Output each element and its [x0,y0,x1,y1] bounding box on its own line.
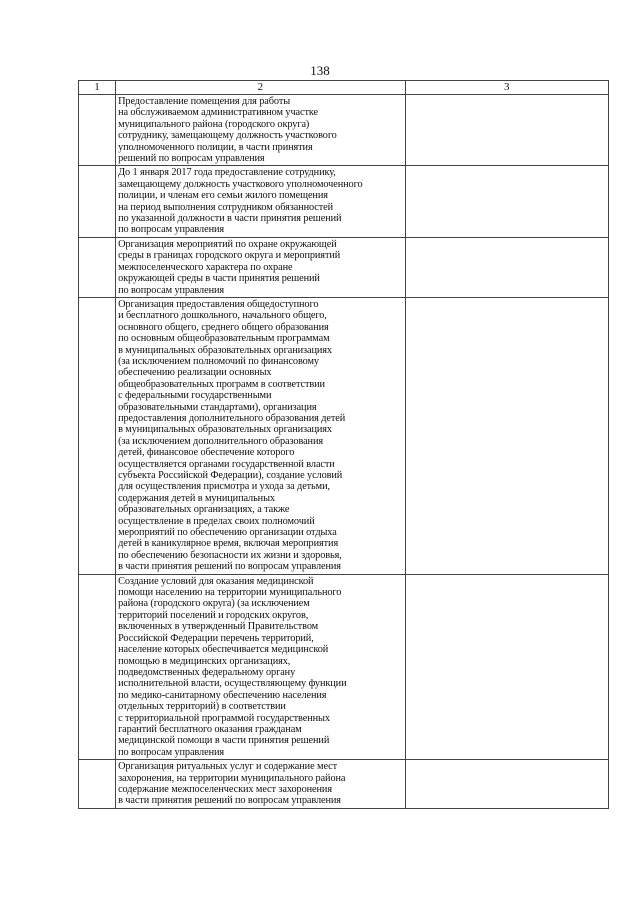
row-text: Организация предоставления общедоступного и бесплатного дошкольного, начального общего, основного общего, среднего общего образования по основным общеобразовательным программам в муниципальных образовательных организациях (за исключением полномочий по финансовому обеспечению реализации основных общеобразовательных программ в соответствии с федеральными государственными образовательными стандартами), организация предоставления дополнительного образования детей в муниципальных образовательных организациях (за исключением дополнительного образования детей, финансовое обеспечение которого осуществляется органами государственной власти субъекта Российской Федерации), создание условий для осуществления присмотра и ухода за детьми, содержания детей в муниципальных образовательных организациях, а также осуществление в пределах своих полномочий мероприятий по обеспечению организации отдыха детей в каникулярное время, включая мероприятия по обеспечению безопасности их жизни и здоровья, в части принятия решений по вопросам управления [118,298,346,573]
table-cell-col2 [116,297,406,574]
table-cell-col3 [405,574,608,760]
table-cell-col3 [405,95,608,166]
table-row [79,760,609,809]
table-cell-col2 [116,237,406,297]
row-text: Организация мероприятий по охране окружающей среды в границах городского округа и мероприятий межпоселенческого характера по охране окружающей среды в части принятия решений по вопросам управления [118,238,341,296]
table-cell-col2 [116,166,406,237]
table-cell-col2 [116,760,406,809]
table-cell-col3 [405,237,608,297]
table-row [79,574,609,760]
row-text: Организация ритуальных услуг и содержание мест захоронения, на территории муниципального района содержание межпоселенческих мест захоронения в части принятия решений по вопросам управления [118,761,346,807]
table-cell-col3 [405,166,608,237]
table-cell-col1 [79,297,116,574]
row-text: Предоставление помещения для работы на обслуживаемом административном участке муниципального района (городского округа) сотруднику, замещающему должность участкового уполномоченного полиции, в части принятия решений по вопросам управления [118,96,337,165]
column-header-1: 1 [79,81,116,95]
table-row [79,95,609,166]
table-row [79,237,609,297]
column-header-2: 2 [116,81,406,95]
table-cell-col2 [116,574,406,760]
column-header-3: 3 [405,81,608,95]
table-cell-col1 [79,237,116,297]
table-cell-col1 [79,95,116,166]
table-cell-col1 [79,760,116,809]
table-cell-col3 [405,297,608,574]
row-text: До 1 января 2017 года предоставление сотруднику, замещающему должность участкового уполномоченного полиции, и членам его семьи жилого помещения на период выполнения сотрудником обязанностей по указанной должности в части принятия решений по вопросам управления [118,167,363,236]
table-row [79,297,609,574]
table-cell-col2 [116,95,406,166]
page-number: 138 [310,63,330,78]
table-cell-col1 [79,166,116,237]
table-row [79,166,609,237]
row-text: Создание условий для оказания медицинской помощи населению на территории муниципального района (городского округа) (за исключением территорий поселений и городских округов, включенных в утвержденный Правительством Российской Федерации перечень территорий, население которых обеспечивается медицинской помощью в медицинских организациях, подведомственных федеральному органу исполнительной власти, осуществляющему функции по медико-санитарному обеспечению населения отдельных территорий) в соответствии с территориальной программой государственных гарантий бесплатного оказания гражданам медицинской помощи в части принятия решений по вопросам управления [118,575,347,758]
table-cell-col1 [79,574,116,760]
table-header-row [79,81,609,95]
document-table [78,80,609,809]
table-cell-col3 [405,760,608,809]
